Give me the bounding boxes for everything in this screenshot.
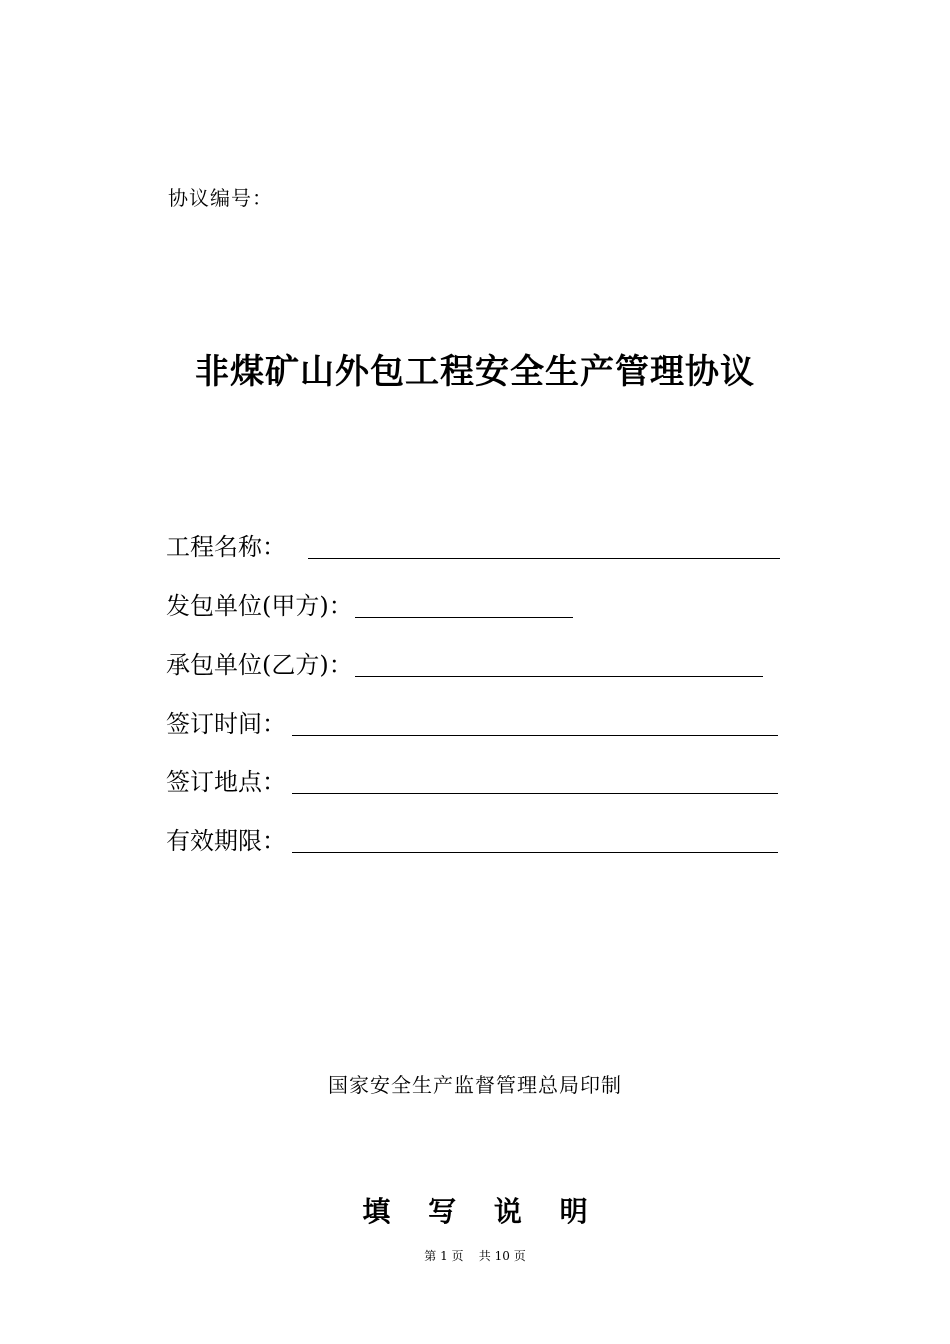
sign-date-blank[interactable] — [292, 709, 778, 736]
sign-place-blank[interactable] — [292, 767, 778, 794]
sign-date-label: 签订时间： — [166, 710, 286, 738]
party-b-label: 承包单位(乙方)： — [166, 651, 353, 679]
validity-field — [166, 820, 778, 856]
party-b-blank[interactable] — [355, 650, 763, 677]
validity-label: 有效期限： — [166, 827, 286, 855]
sign-place-field — [166, 761, 778, 797]
party-a-blank[interactable] — [355, 591, 573, 618]
sign-date-field — [166, 703, 778, 739]
publisher-line: 国家安全生产监督管理总局印制 — [328, 1073, 622, 1097]
validity-blank[interactable] — [292, 826, 778, 853]
party-a-field — [166, 585, 573, 621]
agreement-number-label: 协议编号： — [168, 186, 273, 210]
sign-place-label: 签订地点： — [166, 768, 286, 796]
document-title: 非煤矿山外包工程安全生产管理协议 — [195, 352, 755, 392]
project-name-label: 工程名称： — [166, 533, 286, 561]
party-b-field — [166, 644, 763, 680]
project-name-field — [166, 526, 780, 562]
page-number-footer: 第 1 页 共 10 页 — [424, 1249, 526, 1263]
project-name-blank[interactable] — [308, 532, 780, 559]
instructions-heading: 填 写 说 明 — [362, 1195, 602, 1228]
party-a-label: 发包单位(甲方)： — [166, 592, 353, 620]
